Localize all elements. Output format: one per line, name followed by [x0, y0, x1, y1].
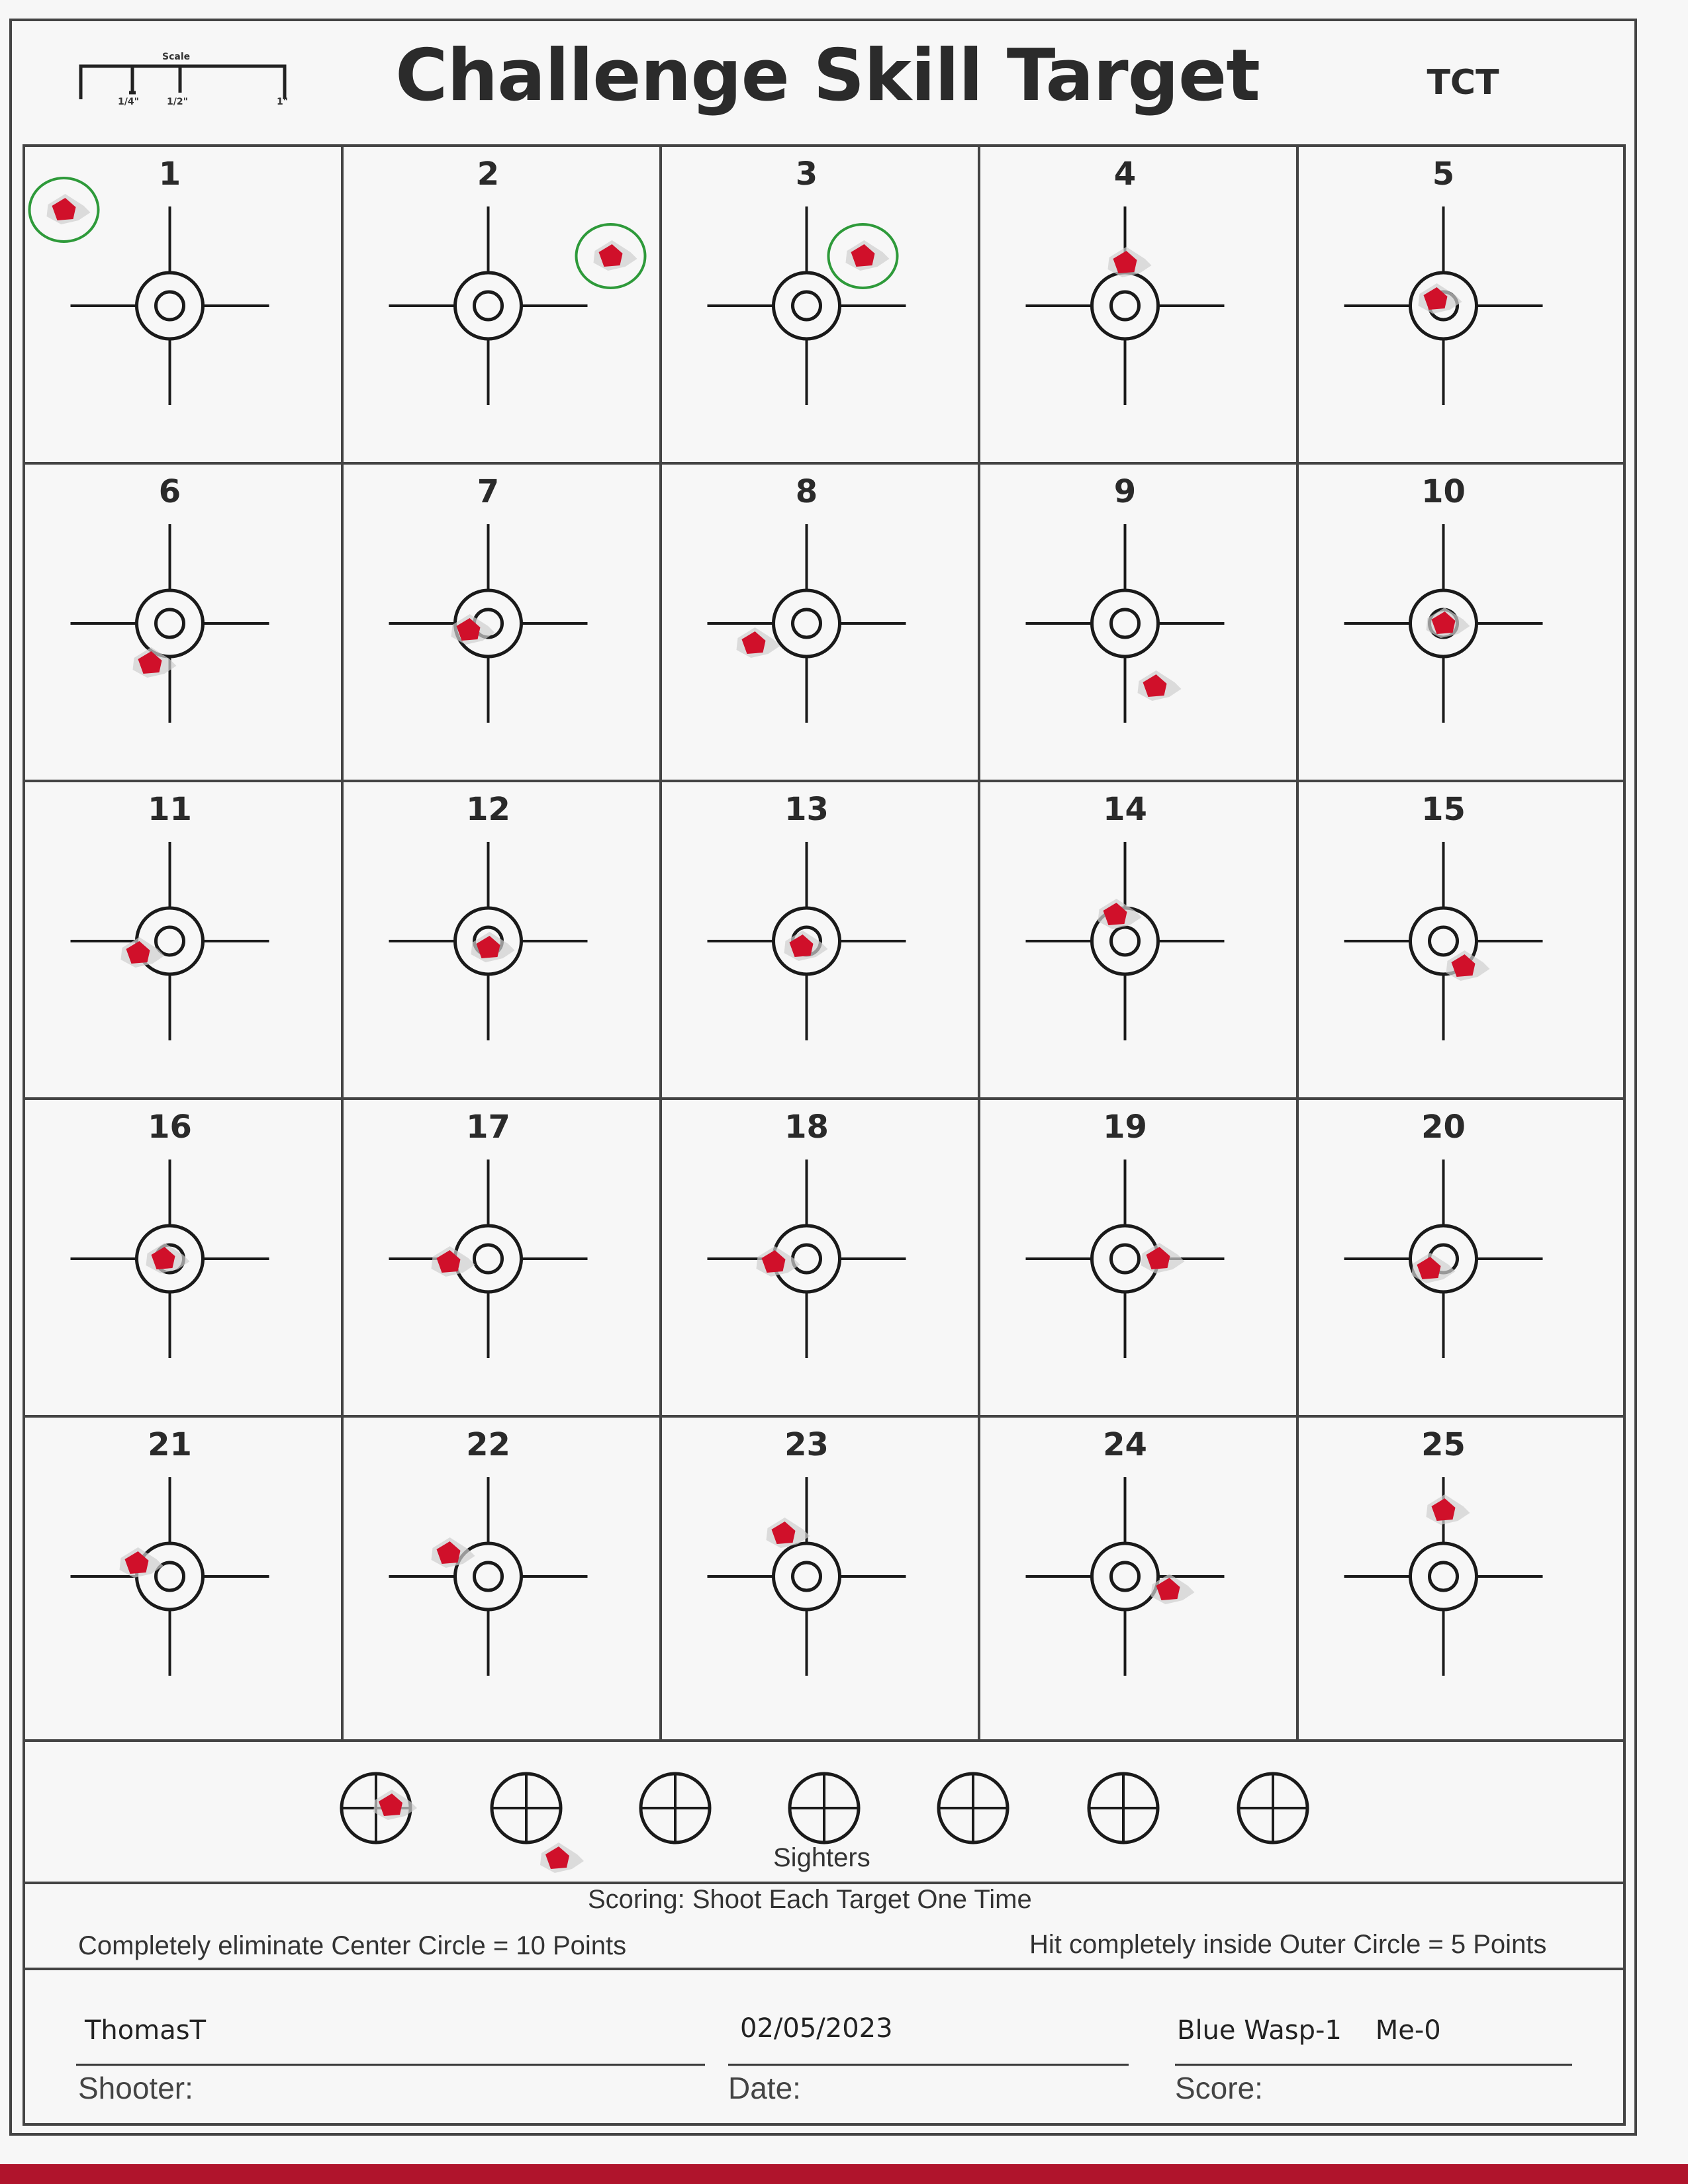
- center-circle: [156, 927, 184, 955]
- center-circle: [793, 610, 821, 637]
- target-15: [1344, 842, 1543, 1040]
- scale-bracket: [81, 66, 285, 99]
- target-8: [708, 524, 906, 723]
- target-number-4: 4: [1113, 156, 1137, 193]
- target-10: [1344, 524, 1543, 723]
- center-circle: [1111, 1563, 1139, 1590]
- scoring-outer-rule: Hit completely inside Outer Circle = 5 Points: [1029, 1930, 1547, 1959]
- target-4: [1026, 206, 1225, 405]
- scoring-heading: Scoring: Shoot Each Target One Time: [588, 1885, 1032, 1914]
- target-18: [708, 1160, 906, 1358]
- score-value: Blue Wasp-1 Me-0: [1177, 2015, 1441, 2046]
- center-circle: [793, 292, 821, 320]
- target-1: [30, 178, 269, 405]
- target-3: [708, 206, 906, 405]
- target-number-17: 17: [466, 1109, 510, 1146]
- target-number-1: 1: [158, 156, 181, 193]
- sighters-label: Sighters: [773, 1843, 870, 1872]
- target-7: [389, 524, 588, 723]
- target-number-6: 6: [158, 473, 181, 510]
- target-number-8: 8: [795, 473, 818, 510]
- sighter-5: [939, 1774, 1008, 1843]
- target-5: [1344, 206, 1543, 405]
- target-number-14: 14: [1103, 791, 1147, 828]
- target-number-22: 22: [466, 1426, 510, 1463]
- target-2: [389, 206, 645, 405]
- date-value: 02/05/2023: [740, 2013, 893, 2044]
- target-21: [71, 1477, 269, 1676]
- scoring-center-rule: Completely eliminate Center Circle = 10 Points: [78, 1931, 627, 1960]
- sighter-3: [641, 1774, 710, 1843]
- scale-tick-half: 1/2": [167, 97, 188, 107]
- target-23: [708, 1477, 906, 1676]
- sighter-4: [790, 1774, 859, 1843]
- target-number-25: 25: [1421, 1426, 1466, 1463]
- center-circle: [1111, 610, 1139, 637]
- target-number-2: 2: [477, 156, 500, 193]
- target-25: [1344, 1477, 1543, 1676]
- sighter-7: [1239, 1774, 1307, 1843]
- scale-tick-inch: 1": [277, 97, 289, 107]
- target-number-12: 12: [466, 791, 510, 828]
- target-19: [1026, 1160, 1225, 1358]
- target-14: [1026, 842, 1225, 1040]
- target-number-21: 21: [148, 1426, 192, 1463]
- center-circle: [1111, 1245, 1139, 1273]
- target-20: [1344, 1160, 1543, 1358]
- target-12: [389, 842, 588, 1040]
- target-number-3: 3: [795, 156, 818, 193]
- target-number-15: 15: [1421, 791, 1466, 828]
- center-circle: [1430, 927, 1458, 955]
- target-number-9: 9: [1113, 473, 1137, 510]
- page-title: Challenge Skill Target: [395, 34, 1260, 117]
- target-17: [389, 1160, 588, 1358]
- target-number-19: 19: [1103, 1109, 1147, 1146]
- center-circle: [793, 1563, 821, 1590]
- target-13: [708, 842, 906, 1040]
- center-circle: [1111, 292, 1139, 320]
- target-number-24: 24: [1103, 1426, 1147, 1463]
- target-number-16: 16: [148, 1109, 192, 1146]
- score-label: Score:: [1175, 2071, 1263, 2105]
- sighter-2: [492, 1774, 561, 1843]
- date-label: Date:: [728, 2071, 801, 2105]
- scale-label: Scale: [162, 52, 191, 62]
- target-number-7: 7: [477, 473, 500, 510]
- target-6: [71, 524, 269, 723]
- shooter-label: Shooter:: [78, 2071, 193, 2105]
- target-number-11: 11: [148, 791, 192, 828]
- target-number-23: 23: [784, 1426, 829, 1463]
- target-number-20: 20: [1421, 1109, 1466, 1146]
- center-circle: [475, 1563, 502, 1590]
- target-16: [71, 1160, 269, 1358]
- shooter-value: ThomasT: [85, 2015, 207, 2046]
- sighter-6: [1089, 1774, 1158, 1843]
- target-22: [389, 1477, 588, 1676]
- center-circle: [156, 292, 184, 320]
- target-24: [1026, 1477, 1225, 1676]
- center-circle: [1111, 927, 1139, 955]
- target-number-18: 18: [784, 1109, 829, 1146]
- target-code: TCT: [1427, 63, 1499, 103]
- target-number-10: 10: [1421, 473, 1466, 510]
- target-9: [1026, 524, 1225, 723]
- target-number-13: 13: [784, 791, 829, 828]
- center-circle: [1430, 1563, 1458, 1590]
- center-circle: [475, 1245, 502, 1273]
- target-11: [71, 842, 269, 1040]
- center-circle: [475, 292, 502, 320]
- center-circle: [156, 610, 184, 637]
- scale-tick-quarter: 1/4": [118, 97, 139, 107]
- center-circle: [793, 1245, 821, 1273]
- target-number-5: 5: [1432, 156, 1455, 193]
